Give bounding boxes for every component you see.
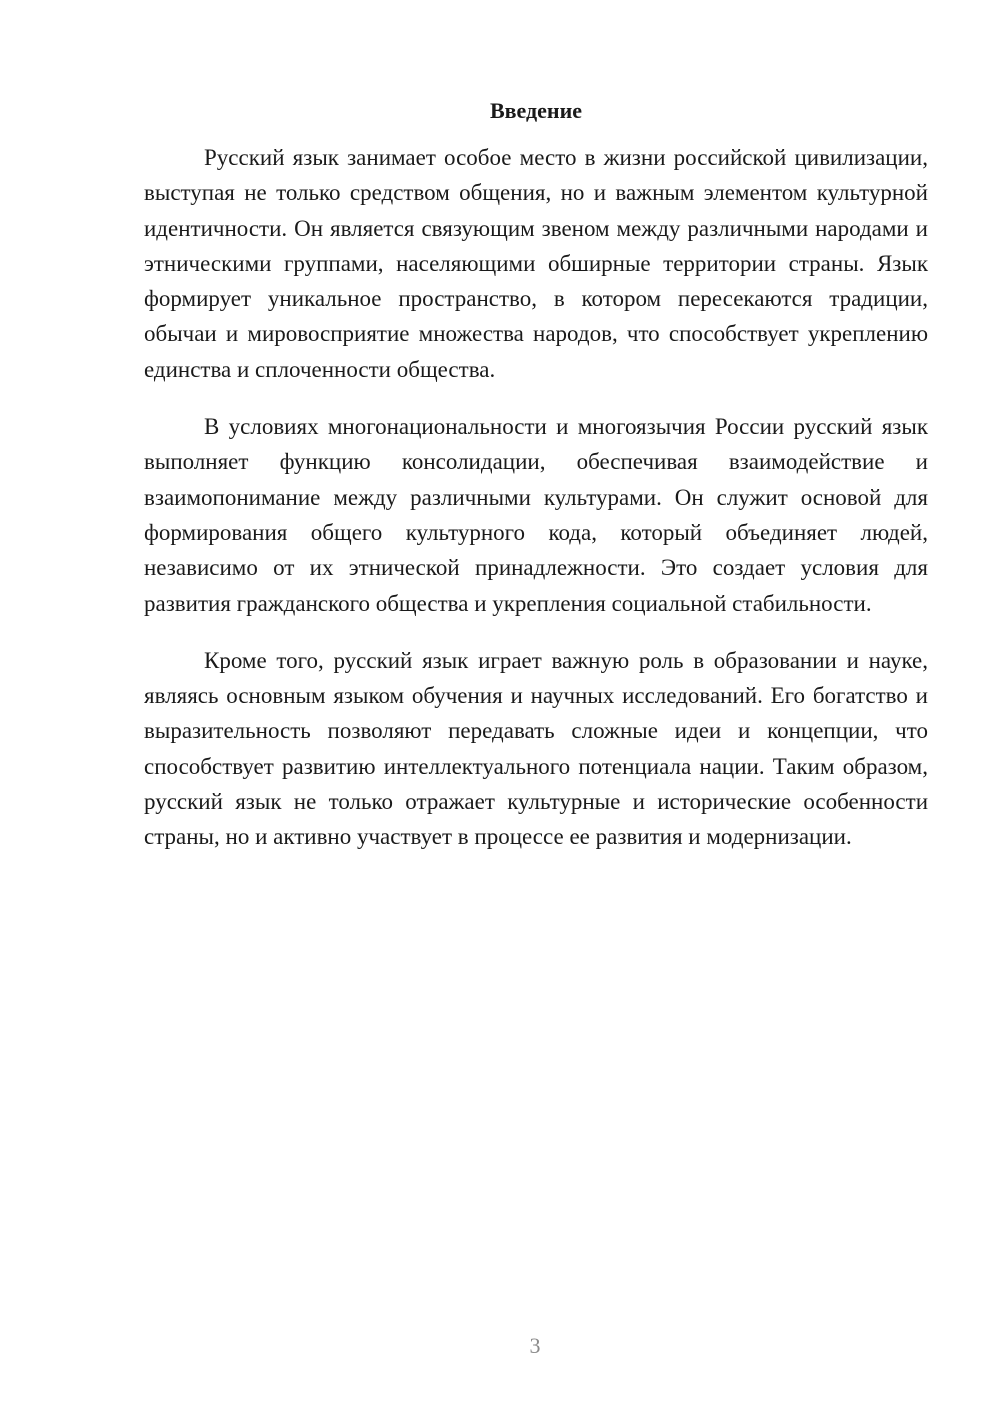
paragraph-2: В условиях многонациональности и многоязычия России русский язык выполняет функцию консолидации, обеспечивая взаимодействие и взаимопонимание между различными культурами. Он служит основой для формирования общего культурного кода, который объединяет людей, независимо от их этнической принадлежности. Это создает условия для развития гражданского общества и укрепления социальной стабильности. xyxy=(144,414,928,616)
paragraph-1: Русский язык занимает особое место в жизни российской цивилизации, выступая не только средством общения, но и важным элементом культурной идентичности. Он является связующим звеном между различными народами и этническими группами, населяющими обширные территории страны. Язык формирует уникальное пространство, в котором пересекаются традиции, обычаи и мировосприятие множества народов, что способствует укреплению единства и сплоченности общества. xyxy=(144,145,928,382)
section-heading: Введение xyxy=(489,98,583,123)
paragraph-3: Кроме того, русский язык играет важную роль в образовании и науке, являясь основным языком обучения и научных исследований. Его богатство и выразительность позволяют передавать сложные идеи и концепции, что способствует развитию интеллектуального потенциала нации. Таким образом, русский язык не только отражает культурные и исторические особенности страны, но и активно участвует в процессе ее развития и модернизации. xyxy=(144,647,928,850)
page-number: 3 xyxy=(529,1333,541,1358)
page-content xyxy=(144,96,928,877)
